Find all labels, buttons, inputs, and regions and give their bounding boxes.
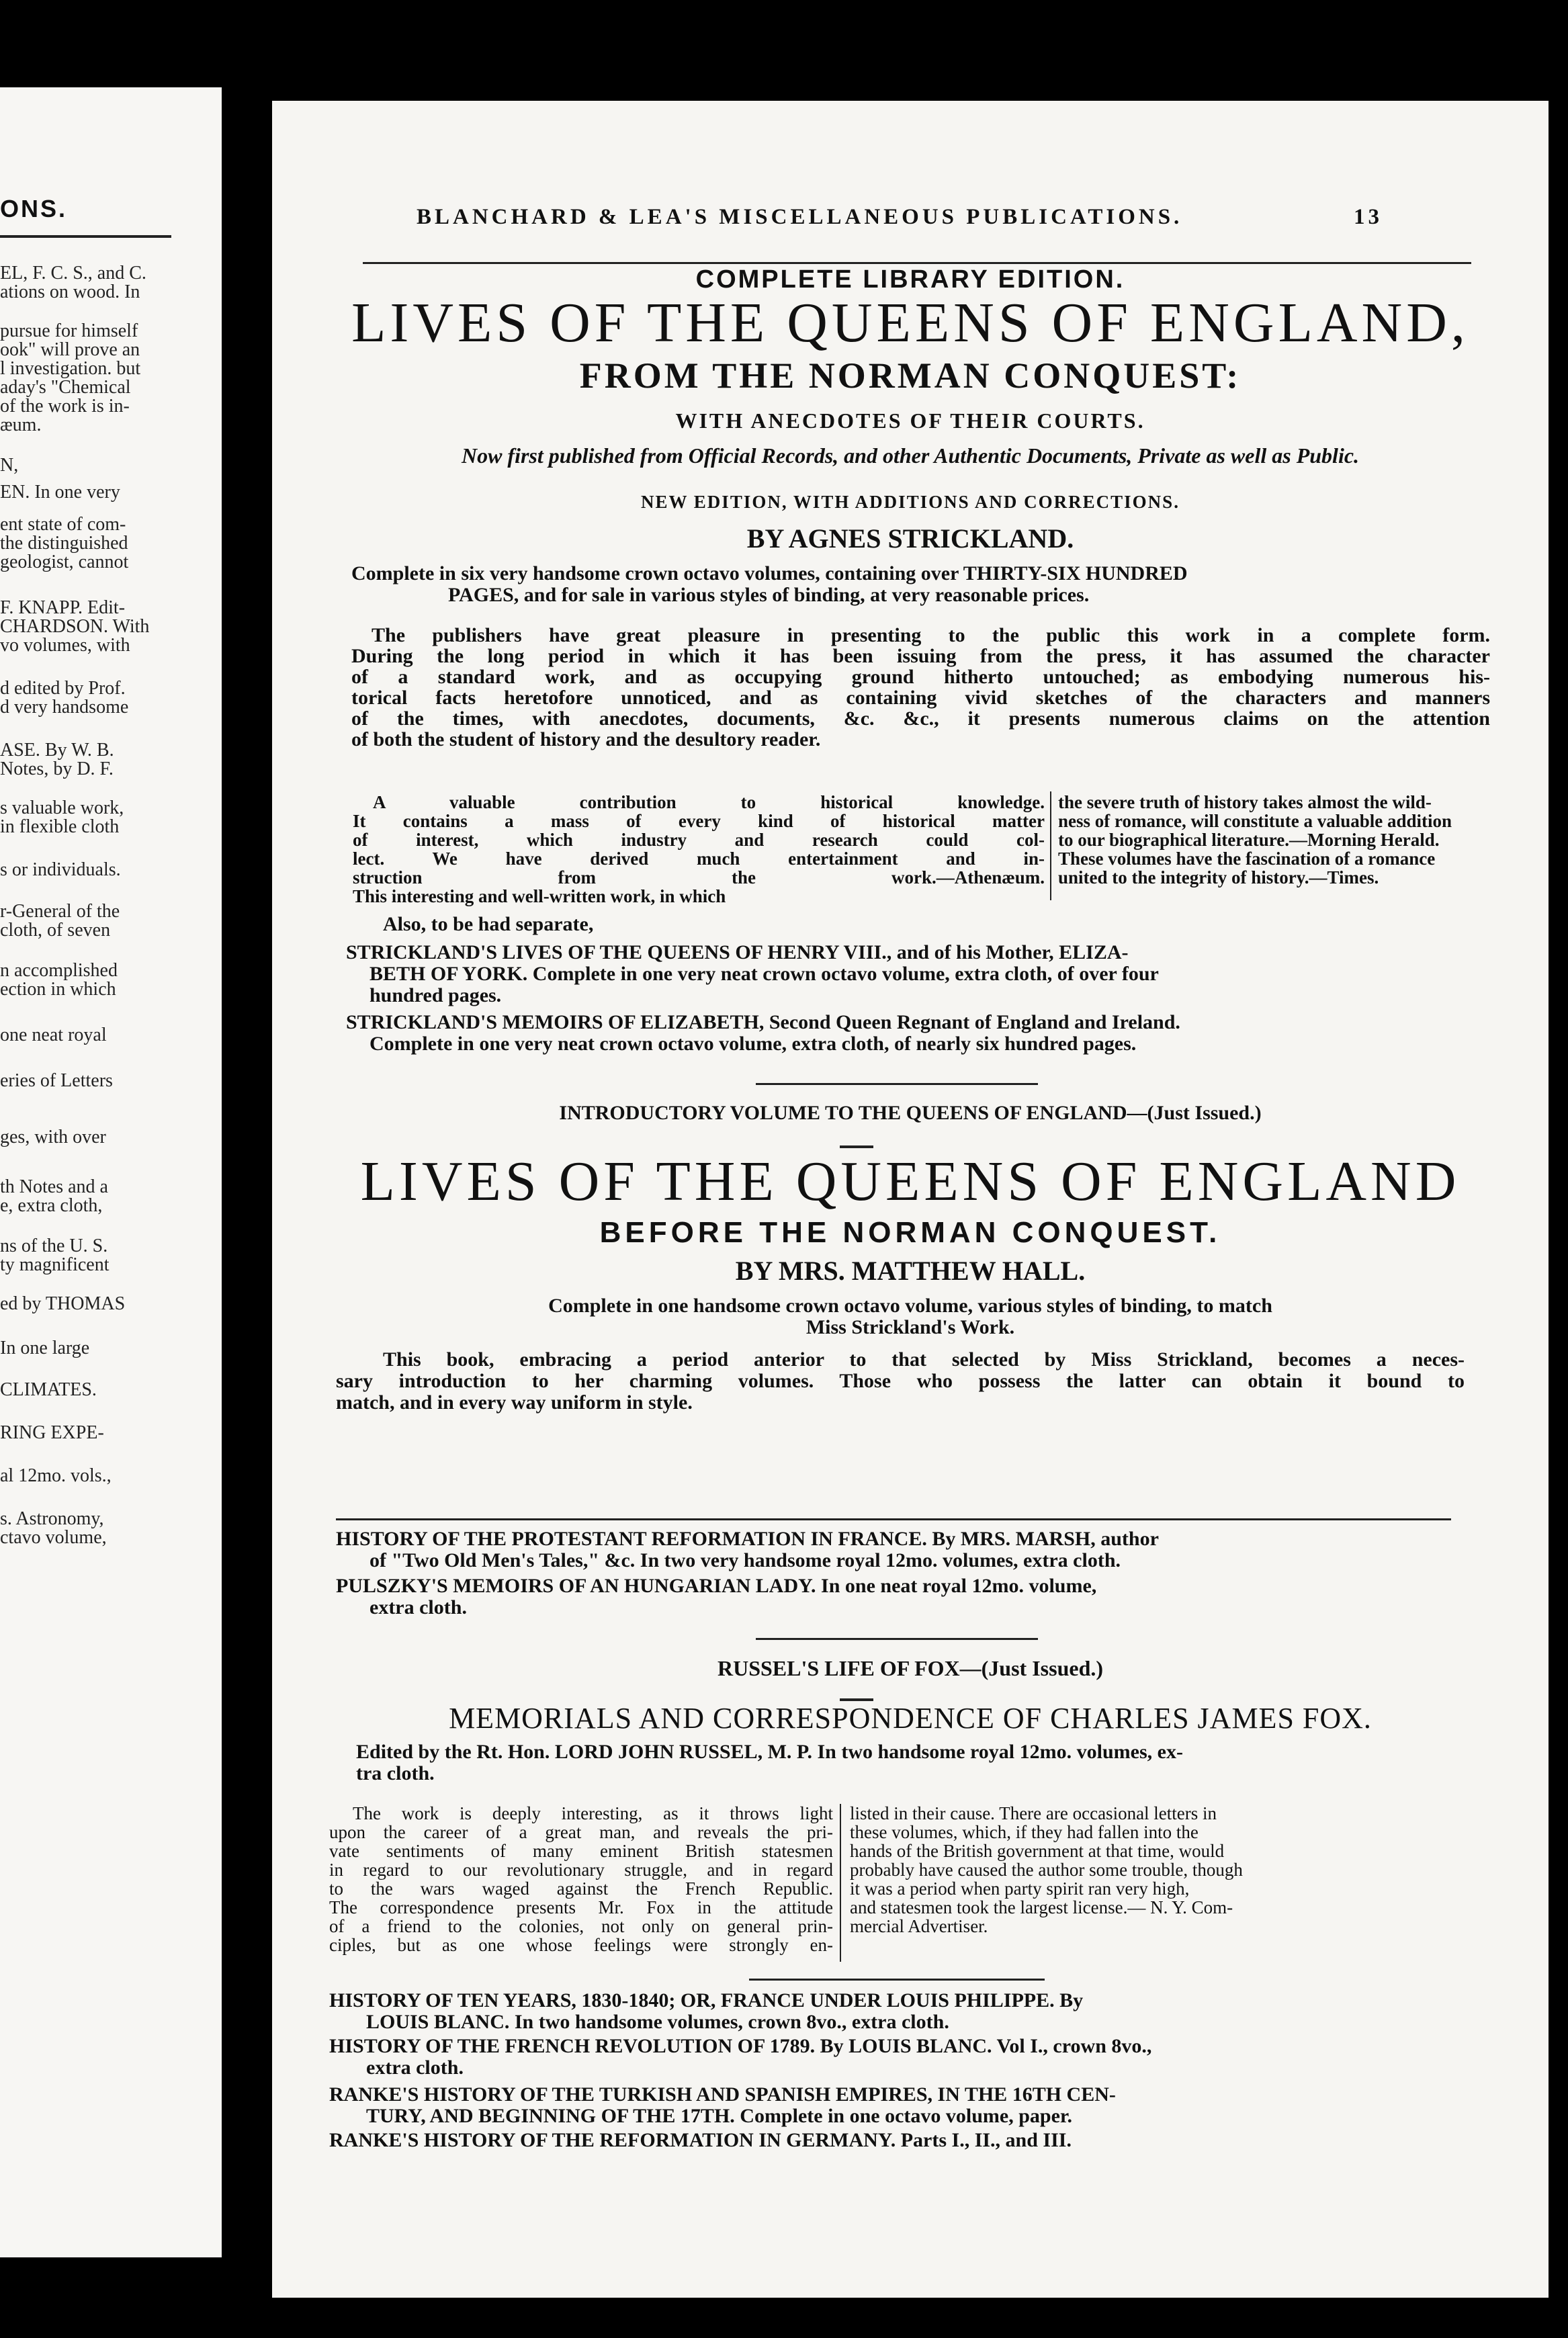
ten-years-line-2: LOUIS BLANC. In two handsome volumes, crown 8vo., extra cloth. bbox=[366, 2011, 949, 2033]
left-page-line: ASE. By W. B. bbox=[0, 740, 114, 761]
introductory-heading: INTRODUCTORY VOLUME TO THE QUEENS OF ENGLAND—(Just Issued.) bbox=[559, 1102, 1262, 1124]
left-page-line: l investigation. but bbox=[0, 358, 141, 379]
fox-heading: RUSSEL'S LIFE OF FOX—(Just Issued.) bbox=[717, 1656, 1104, 1680]
pulszky-line-2: extra cloth. bbox=[369, 1596, 467, 1618]
elizabeth-line-1: STRICKLAND'S MEMOIRS OF ELIZABETH, Second Queen Regnant of England and Ireland. bbox=[346, 1011, 1180, 1033]
left-page-header: ONS. bbox=[0, 195, 68, 222]
fox-quote-right-line: and statesmen took the largest license.— N. Y. Com- bbox=[850, 1897, 1233, 1917]
left-page-line: cloth, of seven bbox=[0, 920, 111, 941]
queens-desc-1: Complete in six very handsome crown octavo volumes, containing over THIRTY-SIX HUNDRED bbox=[351, 562, 1188, 584]
left-page-line: s valuable work, bbox=[0, 797, 124, 818]
fox-quote-left-line: in regard to our revolutionary struggle, and in regard bbox=[329, 1860, 833, 1880]
left-page-line: n accomplished bbox=[0, 960, 118, 981]
left-page-line: ns of the U. S. bbox=[0, 1236, 108, 1256]
queens-quote-left-line: A valuable contribution to historical knowledge. bbox=[373, 792, 1045, 812]
left-page-line: CLIMATES. bbox=[0, 1379, 97, 1400]
left-page-line: æum. bbox=[0, 415, 42, 435]
also-line: Also, to be had separate, bbox=[383, 913, 594, 935]
henry-line-2: BETH OF YORK. Complete in one very neat crown octavo volume, extra cloth, of over four bbox=[369, 963, 1159, 985]
left-page-line: of the work is in- bbox=[0, 396, 130, 417]
left-page-line: ook" will prove an bbox=[0, 339, 140, 360]
introductory-dash bbox=[840, 1145, 873, 1148]
queens-subtitle: FROM THE NORMAN CONQUEST: bbox=[579, 355, 1242, 396]
reformation-line-2: of "Two Old Men's Tales," &c. In two very handsome royal 12mo. volumes, extra cloth. bbox=[369, 1549, 1121, 1571]
left-page-line: aday's "Chemical bbox=[0, 377, 131, 398]
introductory-paragraph-line: match, and in every way uniform in style. bbox=[336, 1391, 693, 1414]
introductory-subtitle: BEFORE THE NORMAN CONQUEST. bbox=[599, 1216, 1221, 1249]
left-page-line: ent state of com- bbox=[0, 514, 126, 535]
section-rule-3 bbox=[756, 1638, 1038, 1640]
left-page-fragment bbox=[0, 87, 222, 2257]
left-page-line: vo volumes, with bbox=[0, 635, 130, 656]
page-number: 13 bbox=[1354, 205, 1383, 229]
ranke-line-3: RANKE'S HISTORY OF THE REFORMATION IN GERMANY. Parts I., II., and III. bbox=[329, 2129, 1072, 2151]
queens-quote-right-line: These volumes have the fascination of a romance bbox=[1058, 849, 1436, 869]
ranke-line-2: TURY, AND BEGINNING OF THE 17TH. Complete in one octavo volume, paper. bbox=[366, 2105, 1072, 2127]
fox-quote-divider bbox=[840, 1804, 841, 1962]
left-page-line: one neat royal bbox=[0, 1025, 107, 1045]
introductory-paragraph-line: This book, embracing a period anterior to that selected by Miss Strickland, becomes a neces- bbox=[383, 1348, 1465, 1371]
queens-paragraph-line: torical facts heretofore unnoticed, and as containing vivid sketches of the characters and manners bbox=[351, 687, 1490, 709]
new-edition-line: NEW EDITION, WITH ADDITIONS AND CORRECTIONS. bbox=[641, 492, 1180, 512]
fox-quote-left-line: The correspondence presents Mr. Fox in the attitude bbox=[329, 1897, 833, 1917]
fox-edited-2: tra cloth. bbox=[356, 1762, 435, 1784]
pulszky-line-1: PULSZKY'S MEMOIRS OF AN HUNGARIAN LADY. In one neat royal 12mo. volume, bbox=[336, 1575, 1097, 1597]
header-rule bbox=[363, 262, 1471, 264]
queens-quote-right-line: united to the integrity of history.—Times. bbox=[1058, 867, 1379, 887]
left-page-line: r-General of the bbox=[0, 901, 120, 922]
introductory-desc-2: Miss Strickland's Work. bbox=[805, 1316, 1015, 1338]
left-page-line: F. KNAPP. Edit- bbox=[0, 597, 126, 618]
fox-quote-right-line: these volumes, which, if they had fallen into the bbox=[850, 1822, 1199, 1842]
fox-quote-left-line: ciples, but as one whose feelings were strongly en- bbox=[329, 1935, 833, 1955]
left-page-line: In one large bbox=[0, 1338, 90, 1358]
running-header: BLANCHARD & LEA'S MISCELLANEOUS PUBLICATIONS. bbox=[417, 205, 1183, 229]
fox-quote-left-line: of a friend to the colonies, not only on general prin- bbox=[329, 1916, 833, 1936]
left-page-line: th Notes and a bbox=[0, 1176, 108, 1197]
left-page-rule bbox=[0, 235, 171, 238]
left-page-line: s. Astronomy, bbox=[0, 1508, 104, 1529]
left-page-line: ed by THOMAS bbox=[0, 1293, 126, 1314]
fox-quote-right-line: it was a period when party spirit ran very high, bbox=[850, 1878, 1190, 1899]
left-page-line: EL, F. C. S., and C. bbox=[0, 263, 146, 284]
queens-paragraph-line: of both the student of history and the desultory reader. bbox=[351, 728, 821, 750]
introductory-author: BY MRS. MATTHEW HALL. bbox=[735, 1256, 1086, 1286]
sources-line: Now first published from Official Records, and other Authentic Documents, Private as well as Public. bbox=[461, 443, 1360, 468]
henry-line-1: STRICKLAND'S LIVES OF THE QUEENS OF HENRY VIII., and of his Mother, ELIZA- bbox=[346, 941, 1129, 963]
queens-quote-left-line: of interest, which industry and research could col- bbox=[353, 830, 1045, 850]
left-page-line: ection in which bbox=[0, 979, 116, 1000]
left-page-line: s or individuals. bbox=[0, 859, 121, 880]
left-page-line: in flexible cloth bbox=[0, 816, 120, 837]
henry-line-3: hundred pages. bbox=[369, 984, 502, 1006]
fox-quote-right-line: probably have caused the author some trouble, though bbox=[850, 1860, 1243, 1880]
introductory-title: LIVES OF THE QUEENS OF ENGLAND bbox=[360, 1150, 1461, 1213]
queens-quote-left-line: This interesting and well-written work, in which bbox=[353, 886, 726, 906]
left-page-line: eries of Letters bbox=[0, 1070, 113, 1091]
ten-years-line-1: HISTORY OF TEN YEARS, 1830-1840; OR, FRANCE UNDER LOUIS PHILIPPE. By bbox=[329, 1989, 1084, 2011]
left-page-line: ctavo volume, bbox=[0, 1527, 107, 1548]
section-rule-2 bbox=[336, 1518, 1451, 1520]
quote-divider bbox=[1050, 791, 1051, 900]
revolution-line-1: HISTORY OF THE FRENCH REVOLUTION OF 1789. By LOUIS BLANC. Vol I., crown 8vo., bbox=[329, 2035, 1152, 2057]
queens-paragraph-line: of the times, with anecdotes, documents, &c. &c., it presents numerous claims on the attention bbox=[351, 707, 1490, 730]
queens-quote-right-line: ness of romance, will constitute a valuable addition bbox=[1058, 811, 1452, 831]
queens-desc-2: PAGES, and for sale in various styles of binding, at very reasonable prices. bbox=[448, 584, 1090, 606]
left-page-line: CHARDSON. With bbox=[0, 616, 150, 637]
fox-quote-right-line: listed in their cause. There are occasional letters in bbox=[850, 1803, 1217, 1823]
queens-paragraph-line: The publishers have great pleasure in presenting to the public this work in a complete form. bbox=[372, 624, 1490, 646]
left-page-line: Notes, by D. F. bbox=[0, 759, 114, 779]
left-page-line: d very handsome bbox=[0, 697, 129, 718]
queens-paragraph-line: of a standard work, and as occupying ground hitherto untouched; as embodying numerous his- bbox=[351, 666, 1490, 688]
queens-quote-left-line: struction from the work.—Athenæum. bbox=[353, 867, 1045, 887]
fox-quote-left-line: vate sentiments of many eminent British statesmen bbox=[329, 1841, 833, 1861]
fox-quote-left-line: The work is deeply interesting, as it throws light bbox=[353, 1803, 833, 1823]
ranke-line-1: RANKE'S HISTORY OF THE TURKISH AND SPANISH EMPIRES, IN THE 16TH CEN- bbox=[329, 2083, 1116, 2106]
left-page-line: ges, with over bbox=[0, 1127, 106, 1148]
left-page-line: e, extra cloth, bbox=[0, 1195, 103, 1216]
fox-quote-right-line: mercial Advertiser. bbox=[850, 1916, 988, 1936]
fox-edited-1: Edited by the Rt. Hon. LORD JOHN RUSSEL, M. P. In two handsome royal 12mo. volumes, ex- bbox=[356, 1741, 1183, 1763]
left-page-line: geologist, cannot bbox=[0, 552, 129, 572]
fox-quote-right-line: hands of the British government at that time, would bbox=[850, 1841, 1225, 1861]
introductory-desc-1: Complete in one handsome crown octavo volume, various styles of binding, to match bbox=[548, 1295, 1272, 1317]
queens-quote-left-line: lect. We have derived much entertainment and in- bbox=[353, 849, 1045, 869]
left-page-line: ations on wood. In bbox=[0, 282, 140, 302]
introductory-paragraph-line: sary introduction to her charming volumes. Those who possess the latter can obtain it bound to bbox=[336, 1370, 1465, 1392]
queens-paragraph-line: During the long period in which it has been issuing from the press, it has assumed the character bbox=[351, 645, 1490, 667]
queens-title: LIVES OF THE QUEENS OF ENGLAND, bbox=[351, 292, 1469, 354]
left-page-line: N, bbox=[0, 455, 19, 476]
section-rule-4 bbox=[749, 1979, 1045, 1981]
left-page-line: EN. In one very bbox=[0, 482, 120, 503]
section-rule-1 bbox=[756, 1083, 1038, 1085]
left-page-line: ty magnificent bbox=[0, 1254, 110, 1275]
reformation-line-1: HISTORY OF THE PROTESTANT REFORMATION IN FRANCE. By MRS. MARSH, author bbox=[336, 1528, 1159, 1550]
left-page-line: al 12mo. vols., bbox=[0, 1465, 112, 1486]
queens-quote-right-line: the severe truth of history takes almost the wild- bbox=[1058, 792, 1432, 812]
fox-quote-left-line: upon the career of a great man, and reveals the pri- bbox=[329, 1822, 833, 1842]
left-page-line: the distinguished bbox=[0, 533, 128, 554]
elizabeth-line-2: Complete in one very neat crown octavo volume, extra cloth, of nearly six hundred pages. bbox=[369, 1033, 1137, 1055]
right-page bbox=[272, 101, 1549, 2298]
left-page-line: d edited by Prof. bbox=[0, 678, 126, 699]
fox-quote-left-line: to the wars waged against the French Republic. bbox=[329, 1878, 833, 1899]
anecdotes-line: WITH ANECDOTES OF THEIR COURTS. bbox=[675, 408, 1145, 433]
left-page-line: pursue for himself bbox=[0, 320, 138, 341]
left-page-line: RING EXPE- bbox=[0, 1422, 104, 1443]
queens-author: BY AGNES STRICKLAND. bbox=[746, 523, 1074, 554]
fox-title: MEMORIALS AND CORRESPONDENCE OF CHARLES JAMES FOX. bbox=[449, 1702, 1372, 1735]
queens-quote-left-line: It contains a mass of every kind of historical matter bbox=[353, 811, 1045, 831]
edition-label: COMPLETE LIBRARY EDITION. bbox=[695, 265, 1125, 294]
revolution-line-2: extra cloth. bbox=[366, 2056, 464, 2079]
queens-quote-right-line: to our biographical literature.—Morning Herald. bbox=[1058, 830, 1440, 850]
